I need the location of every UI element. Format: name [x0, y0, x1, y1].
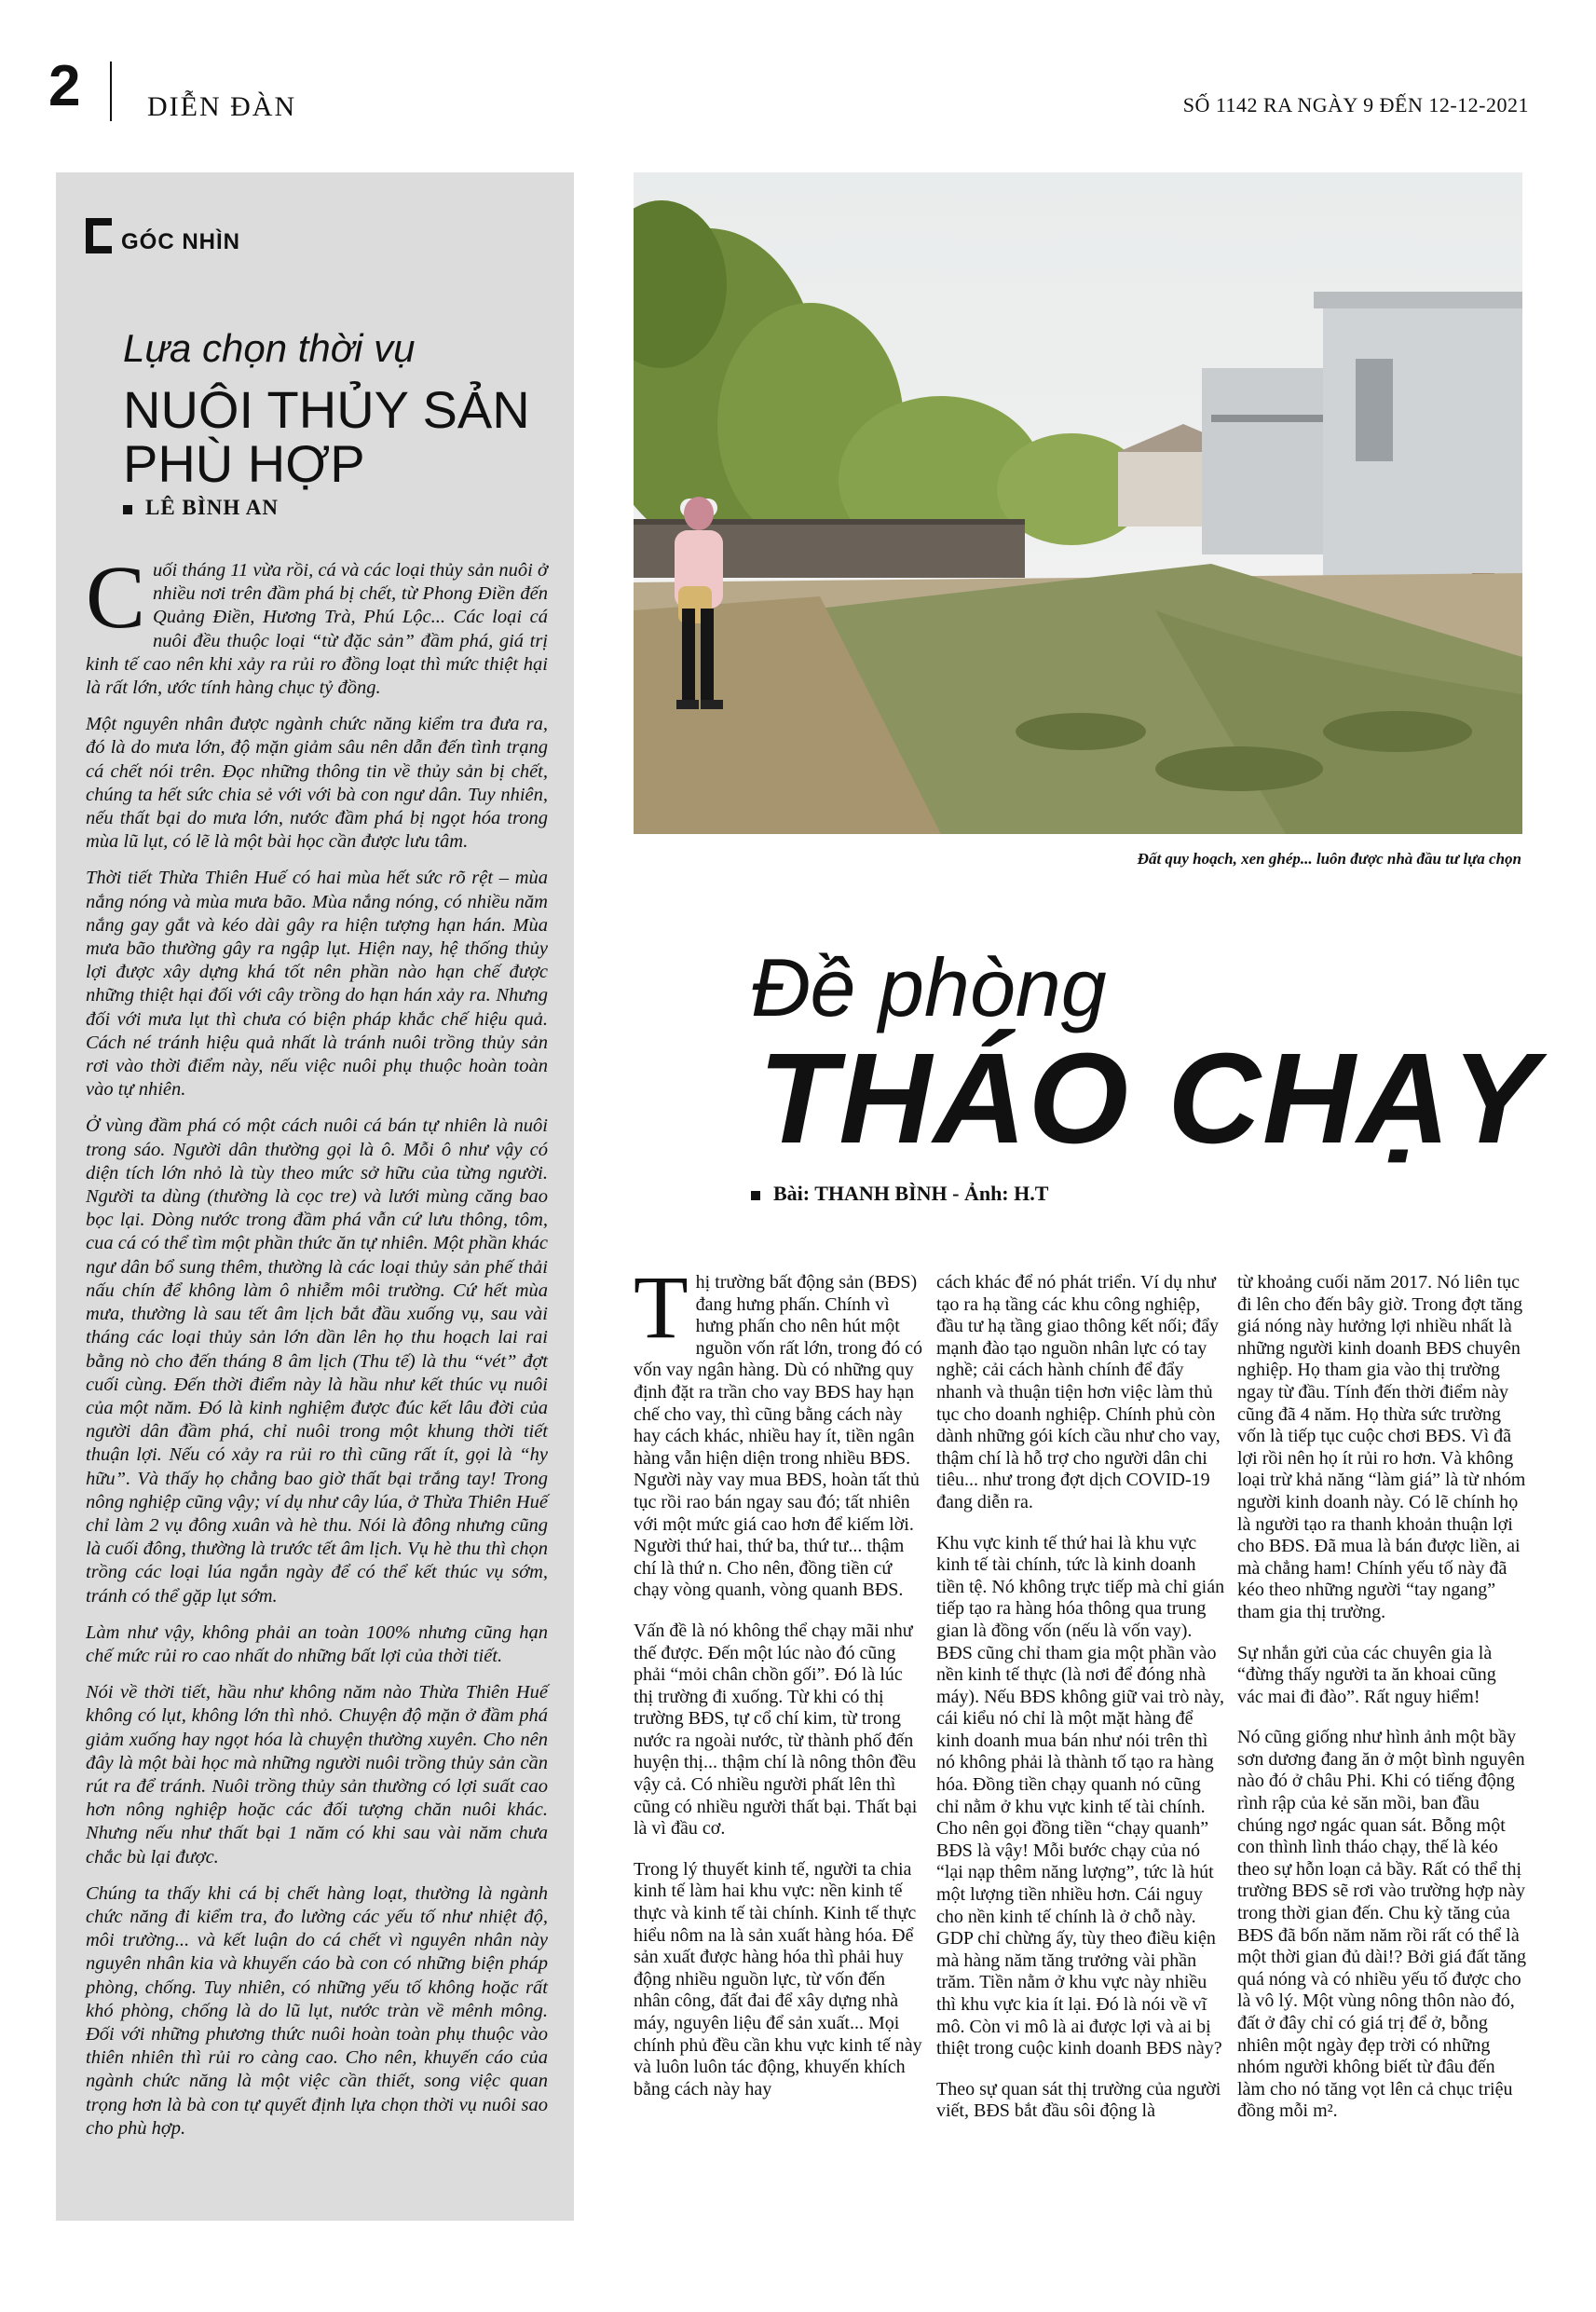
article-paragraph: Vấn đề là nó không thể chạy mãi như thế được. Đến một lúc nào đó cũng phải “mỏi chân chồn gối”. Đó là lúc thị trường đi xuống. Từ khi có thị trường BĐS, tự cổ chí kim, từ trong nước ra ngoài nước, từ thành phố đến huyện thị... thậm chí là nông thôn đều vậy cả. Có nhiều người phất lên thì cũng có nhiều người thất bại. Thất bại là vì đầu cơ.	[634, 1620, 918, 1840]
article-paragraph: Sự nhắn gửi của các chuyên gia là “đừng thấy người ta ăn khoai cũng vác mai đi đào”. Rất nguy hiểm!	[1237, 1642, 1496, 1707]
article-photo	[634, 172, 1522, 834]
article-paragraph: Theo sự quan sát thị trường của người viết, BĐS bắt đầu sôi động là	[936, 2078, 1221, 2122]
sidebar-paragraph: Một nguyên nhân được ngành chức năng kiểm tra đưa ra, đó là do mưa lớn, độ mặn giảm sâu nên dẫn đến tình trạng cá chết nói trên. Đọc những thông tin về thủy sản bị chết, chúng ta hết sức chia sẻ với với bà con ngư dân. Tuy nhiên, nếu thất bại do mưa lớn, nước đầm phá bị ngọt hóa trong mùa lũ lụt, có lẽ là một bài học cần được lưu tâm.	[86, 714, 548, 853]
article-paragraph: từ khoảng cuối năm 2017. Nó liên tục đi lên cho đến bây giờ. Trong đợt tăng giá nóng này hưởng lợi nhiều nhất là những người kinh doanh BĐS chuyên nghiệp. Họ tham gia vào thị trường ngay từ đầu. Tính đến thời điểm này cũng đã 4 năm. Họ thừa sức trường vốn là tiếp tục cuộc chơi BĐS. Vì đã lợi rồi nên họ ít rủi ro hơn. Và không loại trừ khả năng “làm giá” là từ nhóm người kinh doanh này. Có lẽ chính họ là người tạo ra thanh khoản thuận lợi cho BĐS. Đã mua là bán được liền, ai mà chẳng ham! Chính yếu tố này đã kéo theo những người “tay ngang” tham gia thị trường.	[1237, 1272, 1526, 1622]
sidebar-body	[86, 547, 548, 2154]
sidebar-paragraph: Cuối tháng 11 vừa rồi, cá và các loại thủy sản nuôi ở nhiều nơi trên đầm phá bị chết, từ Phong Điền đến Quảng Điền, Hương Trà, Phú Lộc... Các loại cá nuôi đều thuộc loại “từ đặc sản” đầm phá, giá trị kinh tế cao nên khi xảy ra rủi ro đồng loạt thì mức thiệt hại là rất lớn, ước tính hàng chục tỷ đồng.	[86, 547, 548, 699]
sidebar-kicker: Lựa chọn thời vụ	[123, 326, 416, 370]
sidebar-title-line2: PHÙ HỢP	[123, 434, 365, 493]
header-divider	[110, 62, 112, 121]
article-paragraph: Trong lý thuyết kinh tế, người ta chia kinh tế làm hai khu vực: nền kinh tế thực và kinh tế tài chính. Kinh tế thực hiểu nôm na là sản xuất hàng hóa. Để sản xuất được hàng hóa thì phải huy động nhiều nguồn lực, từ vốn đến nhân công, đất đai để xây dựng nhà máy, nguyên liệu để sản xuất... Mọi chính phủ đều cần khu vực kinh tế này và luôn luôn tác động, khuyến khích bằng cách này hay	[634, 1858, 922, 2100]
article-headline: THÁO CHẠY	[758, 1027, 1540, 1170]
article-paragraph: cách khác để nó phát triển. Ví dụ như tạo ra hạ tầng các khu công nghiệp, đầu tư hạ tầng giao thông kết nối; đẩy mạnh đào tạo nguồn nhân lực có tay nghề; cải cách hành chính để đẩy nhanh và thuận tiện hơn việc làm thủ tục cho doanh nghiệp. Chính phủ còn dành những gói kích cầu như cho vay, thậm chí là hỗ trợ cho người dân chi tiêu... như trong đợt dịch COVID-19 đang diễn ra.	[936, 1272, 1221, 1512]
bracket-icon	[86, 218, 112, 253]
sidebar-author-name: LÊ BÌNH AN	[145, 496, 279, 519]
article-byline	[751, 1182, 1048, 1206]
article-column-1	[634, 1257, 922, 2119]
square-bullet-icon	[123, 505, 132, 514]
sidebar-paragraph: Chúng ta thấy khi cá bị chết hàng loạt, thường là ngành chức năng đi kiểm tra, đo lường các yếu tố như nhiệt độ, môi trường... và kết luận do cá chết vì nguyên nhân này nguyên nhân kia và khuyến cáo bà con có những biện pháp phòng, chống. Tuy nhiên, có những yếu tố không hoặc rất khó phòng, chống là do lũ lụt, nước tràn về mênh mông. Đối với những phương thức nuôi hoàn toàn phụ thuộc vào thiên nhiên thì rủi ro càng cao. Cho nên, khuyến cáo của ngành chức năng là một việc cần thiết, song việc quan trọng hơn là bà con tự quyết định lựa chọn thời vụ nuôi sao cho phù hợp.	[86, 1882, 548, 2139]
page-number: 2	[48, 54, 81, 118]
byline-text: Bài: THANH BÌNH - Ảnh: H.T	[773, 1182, 1049, 1205]
article-kicker: Đề phòng	[751, 941, 1107, 1033]
article-column-3	[1237, 1272, 1526, 2141]
article-paragraph: Nó cũng giống như hình ảnh một bầy sơn dương đang ăn ở một bình nguyên nào đó ở châu Phi. Khi có tiếng động rình rập của kẻ săn mồi, ban đầu chúng ngơ ngác quan sát. Bỗng một con thình lình tháo chạy, thế là kéo theo sự hỗn loạn cả bầy. Rất có thể thị trường BĐS sẽ rơi vào trường hợp này trong thời gian đến. Chu kỳ tăng của BĐS đã bốn năm năm rồi rất có thể là một thời gian đủ dài!? Bởi giá đất tăng quá nóng và có nhiều yếu tố được cho là vô lý. Một vùng nông thôn nào đó, đất ở đây chỉ có giá trị để ở, bỗng nhiên một ngày đẹp trời có những nhóm người không biết từ đâu đến làm cho nó tăng vọt lên cả chục triệu đồng mỗi m².	[1237, 1727, 1526, 2122]
issue-info: SỐ 1142 RA NGÀY 9 ĐẾN 12-12-2021	[1182, 93, 1529, 116]
sidebar-label: GÓC NHÌN	[121, 229, 240, 254]
photo-caption: Đất quy hoạch, xen ghép... luôn được nhà đầu tư lựa chọn	[1137, 850, 1521, 868]
article-column-2	[936, 1272, 1225, 2141]
sidebar-paragraph: Làm như vậy, không phải an toàn 100% nhưng cũng hạn chế mức rủi ro cao nhất do những bất lợi của thời tiết.	[86, 1621, 548, 1666]
article-paragraph: Khu vực kinh tế thứ hai là khu vực kinh tế tài chính, tức là kinh doanh tiền tệ. Nó không trực tiếp mà chỉ gián tiếp tạo ra hàng hóa thông qua trung gian là đồng vốn (nếu là vốn vay). BĐS cũng chỉ tham gia một phần vào nền kinh tế thực (là nơi để đóng nhà máy). Nếu BĐS không giữ vai trò này, cái kiểu nó chỉ là một mặt hàng để kinh doanh mua bán như nói trên thì nó không phải là thành tố tạo ra hàng hóa. Đồng tiền chạy quanh nó cũng chỉ nằm ở khu vực kinh tế tài chính. Cho nên gọi đồng tiền “chạy quanh” BĐS là vậy! Mỗi bước chạy của nó “lại nạp thêm năng lượng”, tức là hút một lượng tiền nhiều hơn. Cái nguy cho nền kinh tế chính là ở chỗ này. GDP chỉ chừng ấy, tùy theo điều kiện mà hàng năm tăng trưởng vài phần trăm. Tiền nằm ở khu vực này nhiều thì khu vực kia ít lại. Đó là nói về vĩ mô. Còn vi mô là ai được lợi và ai bị thiệt trong cuộc kinh doanh BĐS này?	[936, 1532, 1225, 2059]
sidebar-paragraph: Nói về thời tiết, hầu như không năm nào Thừa Thiên Huế không có lụt, không lớn thì nhỏ. Chuyện độ mặn ở đầm phá giảm xuống hay ngọt hóa là chuyện thường xuyên. Cho nên đây là một bài học mà những người nuôi trồng thủy sản cần rút ra để tránh. Nuôi trồng thủy sản thường có lợi suất cao hơn nông nghiệp hoặc các đối tượng chăn nuôi khác. Nhưng nếu như thất bại 1 năm có khi sau vài năm chưa chắc bù lại được.	[86, 1682, 548, 1867]
article-paragraph: Thị trường bất động sản (BĐS) đang hưng phấn. Chính vì hưng phấn cho nên hút một nguồn vốn rất lớn, trong đó có vốn vay ngân hàng. Dù có những quy định đặt ra trần cho vay BĐS hay hạn chế cho vay, thì cũng bằng cách này hay cách khác, nhiều hay ít, tiền ngân hàng vẫn hiện diện trong nhiều BĐS. Người này vay mua BĐS, hoàn tất thủ tục rồi rao bán ngay sau đó; tất nhiên với một mức giá cao hơn để kiếm lời. Người thứ hai, thứ ba, thứ tư... thậm chí là thứ n. Cho nên, đồng tiền cứ chạy vòng quanh, vòng quanh BĐS.	[634, 1257, 922, 1601]
sidebar-dropcap: C	[86, 547, 146, 647]
sidebar-author	[123, 496, 279, 520]
square-bullet-icon	[751, 1191, 760, 1200]
sidebar-paragraph: Ở vùng đầm phá có một cách nuôi cá bán tự nhiên là nuôi trong sáo. Người dân thường gọi là ô. Mỗi ô như vậy có diện tích lớn nhỏ là tùy theo mức sở hữu của từng người. Người ta dùng (thường là cọc tre) và lưới mùng căng bao bọc lại. Dòng nước trong đầm phá vẫn cứ lưu thông, tôm, cua cá có thể tìm một phần thức ăn tự nhiên. Một phần khác ngư dân bổ sung thêm, thường là các loại thủy sản phế thải nấu chín để không làm ô nhiễm môi trường. Cứ hết mùa mưa, thường là sau tết âm lịch bắt đầu xuống vụ, sau vài tháng các loại thủy sản lớn dần lên họ thu hoạch lai rai bằng nò cho đến tháng 8 âm lịch (Thu tế) là thu “vét” đợt cuối cùng. Đến thời điểm này là hầu như kết thúc vụ nuôi của một năm. Đó là kinh nghiệm được đúc kết lâu đời của người dân đầm phá, chỉ nuôi trong một khung thời tiết thuận lợi. Nếu có xảy ra rủi ro thì cũng rất ít, gọi là “hy hữu”. Và thấy họ chẳng bao giờ thất bại trắng tay! Trong nông nghiệp cũng vậy; ví dụ như cây lúa, ở Thừa Thiên Huế chỉ làm 2 vụ đông xuân và hè thu. Nói là đông nhưng cũng là cuối đông, thường là trước tết âm lịch. Vụ hè thu thì chọn trồng các loại lúa ngắn ngày để có thể kết thúc vụ sớm, tránh có thể gặp lụt sớm.	[86, 1115, 548, 1607]
sidebar-paragraph: Thời tiết Thừa Thiên Huế có hai mùa hết sức rõ rệt – mùa nắng nóng và mùa mưa bão. Mùa nắng nóng, có nhiều năm nắng gay gắt và kéo dài gây ra hiện tượng hạn hán. Mùa mưa bão thường gây ra ngập lụt. Hiện nay, hệ thống thủy lợi được xây dựng khá tốt nên phần nào hạn chế được những thiệt hại đối với cây trồng do hạn hán xảy ra. Nhưng đối với mưa lụt thì chưa có biện pháp khắc chế hiệu quả. Cách né tránh hiệu quả nhất là tránh nuôi trồng thủy sản rơi vào thời điểm này, nếu việc nuôi phụ thuộc hoàn toàn vào tự nhiên.	[86, 868, 548, 1101]
article-dropcap: T	[634, 1257, 689, 1357]
section-title: DIỄN ĐÀN	[147, 91, 297, 122]
sidebar-title-line1: NUÔI THỦY SẢN	[123, 380, 530, 439]
